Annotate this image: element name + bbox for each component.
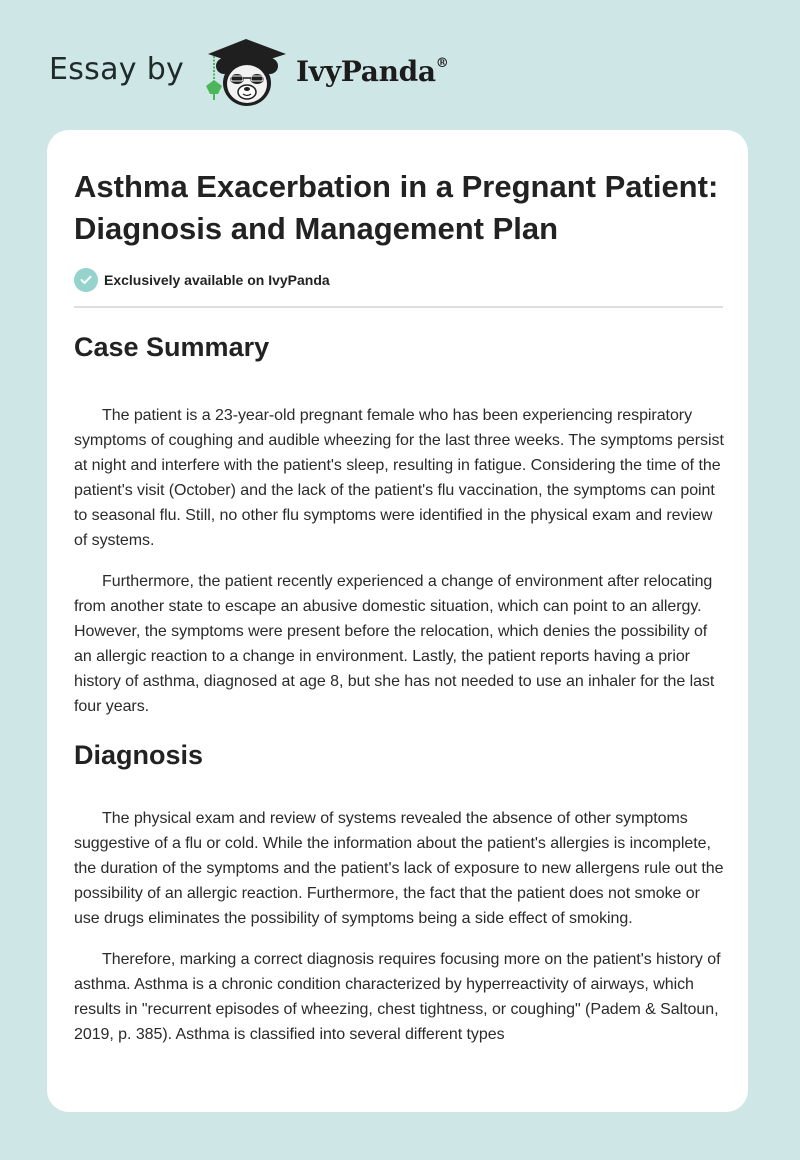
brand-name: IvyPanda <box>296 55 436 88</box>
exclusive-badge <box>74 268 724 292</box>
brand-logo-text[interactable] <box>296 55 448 88</box>
paragraph: The physical exam and review of systems revealed the absence of other symptoms suggestive of a flu or cold. While the information about the patient's allergies is incomplete, the duration of the symptoms and the patient's lack of exposure to new allergens rule out the possibility of an allergic reaction. Furthermore, the fact that the patient does not smoke or use drugs eliminates the possibility of symptoms being a side effect of smoking. <box>74 810 724 927</box>
section-heading-diagnosis: Diagnosis <box>74 740 204 770</box>
article-title: Asthma Exacerbation in a Pregnant Patient: Diagnosis and Management Plan <box>74 169 719 246</box>
title-divider <box>74 306 723 308</box>
paragraph: Therefore, marking a correct diagnosis requires focusing more on the patient's history of asthma. Asthma is a chronic condition characterized by hyperreactivity of airways, which results in "recurrent episodes of wheezing, chest tightness, or coughing" (Padem & Saltoun, 2019, p. 385). Asthma is classified into several different types <box>74 951 721 1043</box>
paragraph: Furthermore, the patient recently experienced a change of environment after relocating from another state to escape an abusive domestic situation, which can point to an allergy. However, the symptoms were present before the relocation, which denies the possibility of an allergic reaction to a change in environment. Lastly, the patient reports having a prior history of asthma, diagnosed at age 8, but she has not needed to use an inhaler for the last four years. <box>74 573 715 715</box>
paragraph: The patient is a 23-year-old pregnant female who has been experiencing respiratory symptoms of coughing and audible wheezing for the last three weeks. The symptoms persist at night and interfere with the patient's sleep, resulting in fatigue. Considering the time of the patient's visit (October) and the lack of the patient's flu vaccination, the symptoms can point to seasonal flu. Still, no other flu symptoms were identified in the physical exam and review of systems. <box>74 407 724 549</box>
registered-mark: ® <box>435 55 449 71</box>
site-header <box>0 0 800 130</box>
essay-by-label: Essay by <box>49 52 185 87</box>
article-content <box>74 130 724 1047</box>
check-circle-icon <box>74 268 98 292</box>
section-heading-case-summary: Case Summary <box>74 332 270 362</box>
article-card <box>47 130 748 1112</box>
exclusive-label: Exclusively available on IvyPanda <box>104 272 330 288</box>
panda-graduate-icon[interactable] <box>200 36 292 108</box>
